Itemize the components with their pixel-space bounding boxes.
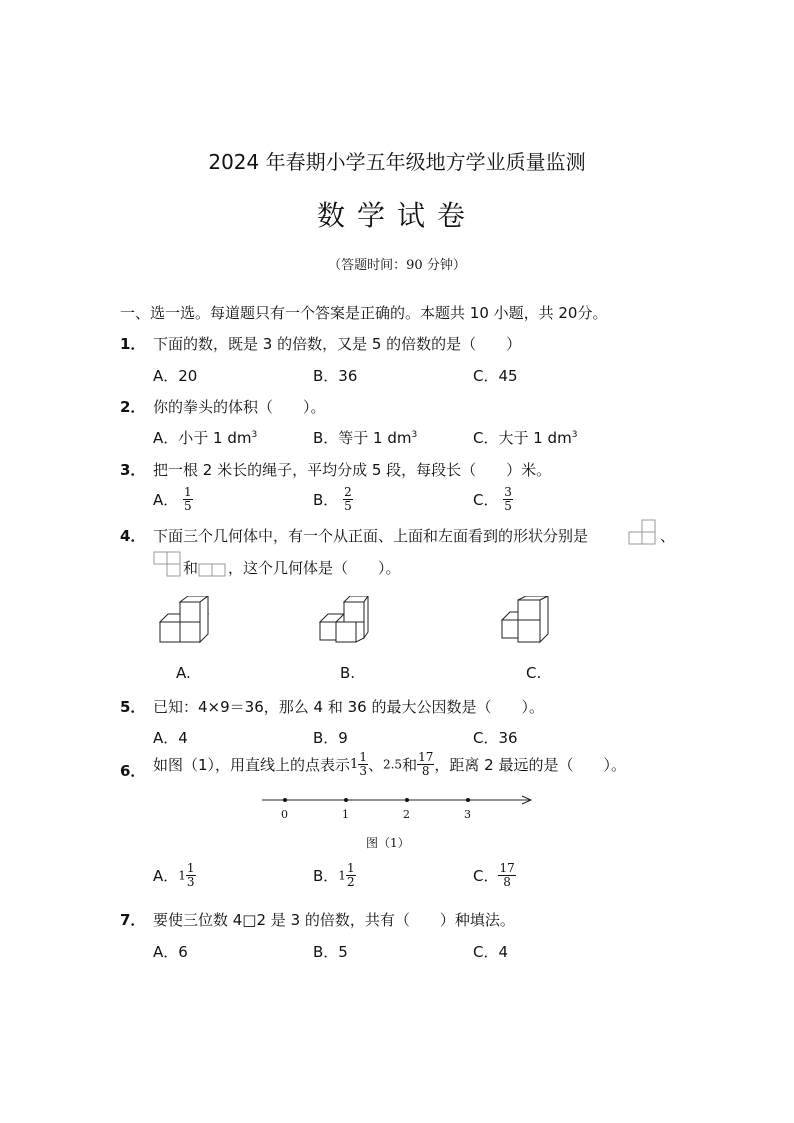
separator-text: 、: [660, 527, 676, 545]
question-text-end: ，这个几何体是（ ）。: [228, 559, 401, 577]
exam-duration: （答题时间：90 分钟）: [328, 258, 466, 273]
option-c: C.: [526, 664, 542, 682]
option-c: C．45: [473, 367, 518, 385]
question-text: 你的拳头的体积（ ）。: [153, 398, 326, 416]
axis-label: 1: [342, 808, 349, 821]
option-b: B．5: [313, 943, 348, 961]
question-text: 下面三个几何体中，有一个从正面、上面和左面看到的形状分别是: [153, 527, 589, 545]
fraction: $\frac{1}{3}$: [359, 750, 367, 778]
fraction: $\frac{17}{8}$: [499, 861, 515, 889]
option-c: C．大于 1 $dm^3$: [473, 429, 578, 447]
option-a: A．6: [153, 943, 188, 961]
option-c: C．4: [473, 943, 509, 961]
question-number: 2．: [120, 398, 146, 416]
option-c: C．36: [473, 729, 518, 747]
connector-text: 和: [183, 559, 199, 577]
top-view-icon: [153, 550, 185, 578]
option-b: B．36: [313, 367, 358, 385]
question-text: 把一根 2 米长的绳子，平均分成 5 段，每段长（ ）米。: [153, 461, 552, 479]
option-a: A．小于 1 $dm^3$: [153, 429, 258, 447]
axis-label: 3: [464, 808, 471, 821]
option-c: C． $\frac{3}{5}$: [473, 485, 512, 513]
subject-title: 数学试卷: [316, 199, 477, 232]
option-b: B．1 $\frac{1}{2}$: [313, 861, 355, 889]
option-a: A．1 $\frac{1}{3}$: [153, 861, 195, 889]
axis-label: 2: [403, 808, 410, 821]
question-number: 7．: [120, 911, 146, 929]
section-heading: 一、选一选。每道题只有一个答案是正确的。本题共 10 小题，共 20分。: [120, 304, 608, 322]
option-a: A.: [176, 664, 191, 682]
option-a: A．4: [153, 729, 188, 747]
question-text: 要使三位数 4□2 是 3 的倍数，共有（ ）种填法。: [153, 911, 515, 929]
fraction: $\frac{1}{5}$: [184, 485, 192, 513]
option-b: B． $\frac{2}{5}$: [313, 485, 352, 513]
solid-b-figure: [318, 596, 378, 648]
option-a: A． $\frac{1}{5}$: [153, 485, 192, 513]
solid-c-figure: [500, 596, 560, 648]
figure-caption: 图（1）: [366, 836, 410, 850]
question-number: 4．: [120, 527, 146, 545]
option-b: B.: [340, 664, 356, 682]
fraction: $\frac{3}{5}$: [504, 485, 512, 513]
fraction: $\frac{1}{3}$: [186, 861, 195, 889]
question-number: 3．: [120, 461, 146, 479]
option-b: B．9: [313, 729, 348, 747]
question-text: 如图（1），用直线上的点表示1 $\frac{1}{3}$ 、2.5和 $\frac{17}{8}$ ，距离 2 最远的是（ ）。: [153, 750, 626, 778]
left-view-icon: [198, 550, 230, 578]
number-line: [258, 790, 538, 812]
exam-title: 2024 年春期小学五年级地方学业质量监测: [208, 150, 586, 174]
option-b: B．等于 1 $dm^3$: [313, 429, 418, 447]
question-number: 1．: [120, 335, 146, 353]
axis-label: 0: [281, 808, 288, 821]
fraction: $\frac{17}{8}$: [418, 750, 434, 778]
solid-a-figure: [158, 596, 218, 648]
front-view-icon: [628, 518, 660, 546]
fraction: $\frac{1}{2}$: [346, 861, 355, 889]
question-number: 6．: [120, 762, 146, 780]
fraction: $\frac{2}{5}$: [344, 485, 352, 513]
question-text: 已知：4×9＝36，那么 4 和 36 的最大公因数是（ ）。: [153, 698, 544, 716]
question-text: 下面的数，既是 3 的倍数，又是 5 的倍数的是（ ）: [153, 335, 522, 353]
option-a: A．20: [153, 367, 198, 385]
option-c: C． $\frac{17}{8}$: [473, 861, 515, 889]
question-number: 5．: [120, 698, 146, 716]
